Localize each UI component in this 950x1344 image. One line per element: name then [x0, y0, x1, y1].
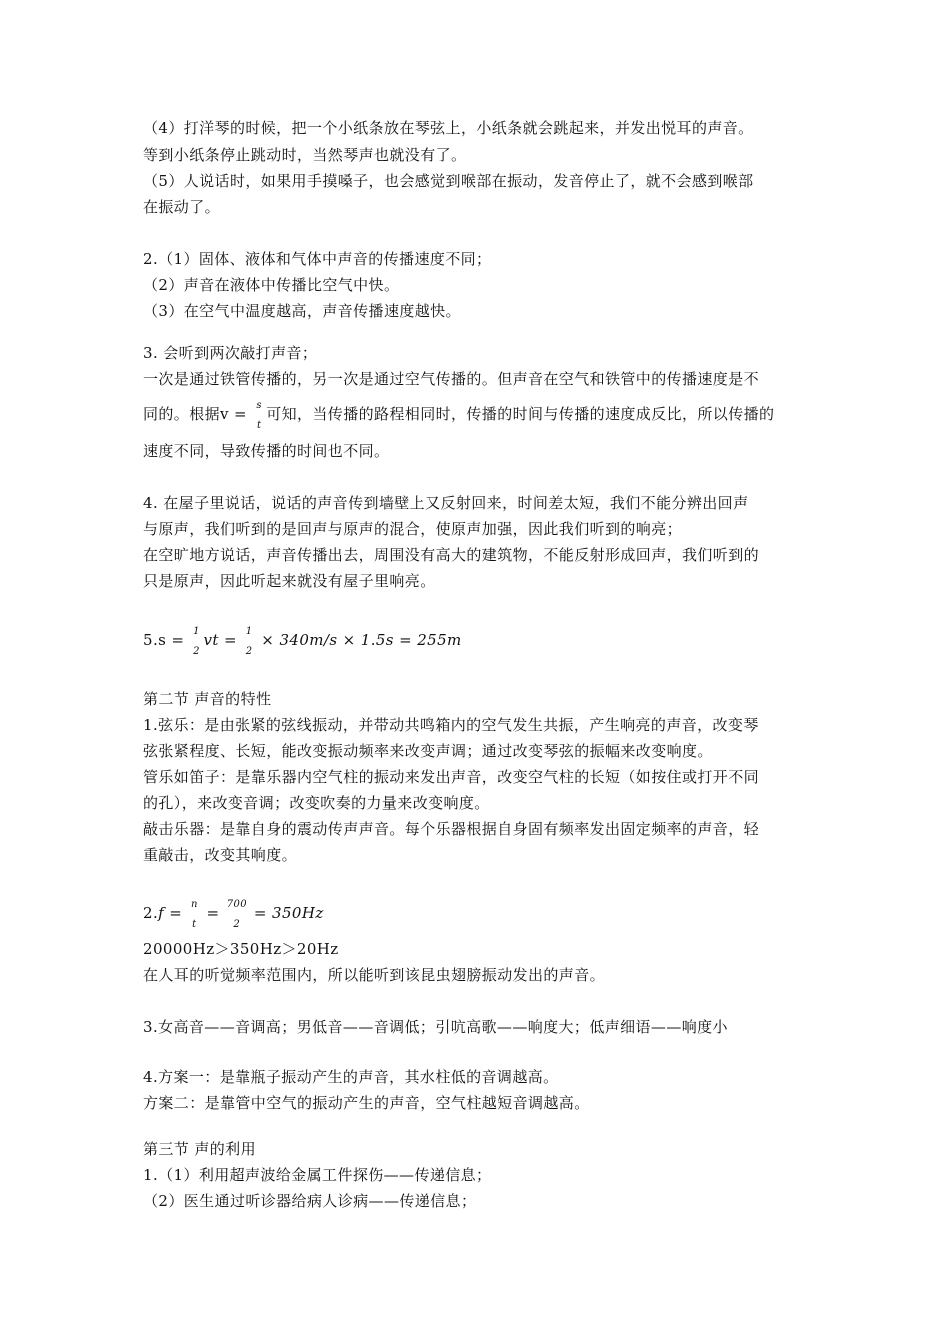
speed-formula-line	[143, 398, 774, 430]
text-line: 可知，当传播的路程相同时，传播的时间与传播的速度成反比，所以传播的	[266, 405, 775, 423]
fraction-700-over-2	[227, 898, 247, 930]
text-line: 敲击乐器：是靠自身的震动传声声音。每个乐器根据自身固有频率发出固定频率的声音，轻	[143, 820, 760, 838]
text-line: 方案二：是靠管中空气的振动产生的声音，空气柱越短音调越高。	[143, 1094, 590, 1112]
fraction-one-half	[192, 625, 202, 657]
fraction-denominator: 2	[193, 646, 200, 657]
text-line: 一次是通过铁管传播的，另一次是通过空气传播的。但声音在空气和铁管中的传播速度是不	[143, 370, 760, 388]
section-heading: 第二节 声音的特性	[143, 690, 272, 708]
text-line: 只是原声，因此听起来就没有屋子里响亮。	[143, 572, 436, 590]
text-line: 4. 在屋子里说话，说话的声音传到墙壁上又反射回来，时间差太短，我们不能分辨出回声	[143, 494, 749, 512]
text-line: （3）在空气中温度越高，声音传播速度越快。	[143, 302, 461, 320]
text-line: 的孔），来改变音调；改变吹奏的力量来改变响度。	[143, 794, 490, 812]
text-line: 1.（1）利用超声波给金属工件探伤——传递信息；	[143, 1166, 492, 1184]
fraction-numerator: 700	[226, 899, 247, 910]
text-line: 重敲击，改变其响度。	[143, 846, 298, 864]
text-line: （5）人说话时，如果用手摸嗓子，也会感觉到喉部在振动，发音停止了，就不会感到喉部	[143, 172, 754, 190]
formula-s: s =	[158, 631, 190, 649]
fraction-n-over-t	[189, 898, 199, 930]
fraction-one-half	[244, 625, 254, 657]
formula-rest: = 350Hz	[248, 904, 324, 922]
fraction-numerator: n	[190, 899, 198, 910]
text-line: 在人耳的听觉频率范围内，所以能听到该昆虫翅膀振动发出的声音。	[143, 966, 606, 984]
fraction-s-over-t	[254, 399, 264, 431]
fraction-denominator: 2	[233, 919, 241, 930]
text-line: 等到小纸条停止跳动时，当然琴声也就没有了。	[143, 146, 467, 164]
text-line: （4）打洋琴的时候，把一个小纸条放在琴弦上，小纸条就会跳起来，并发出悦耳的声音。	[143, 119, 754, 137]
fraction-denominator: 2	[245, 646, 253, 657]
text-line: 速度不同，导致传播的时间也不同。	[143, 442, 390, 460]
section-heading: 第三节 声的利用	[143, 1140, 256, 1158]
text-line: 弦张紧程度、长短，能改变振动频率来改变声调；通过改变琴弦的振幅来改变响度。	[143, 742, 713, 760]
text-line: 2.（1）固体、液体和气体中声音的传播速度不同；	[143, 250, 492, 268]
formula-lhs: v =	[220, 405, 253, 423]
text-line: 在空旷地方说话，声音传播出去，周围没有高大的建筑物，不能反射形成回声，我们听到的	[143, 546, 760, 564]
frequency-formula-line	[143, 897, 324, 929]
formula-prefix: 5.	[143, 631, 159, 649]
distance-formula-line	[143, 624, 462, 656]
formula-prefix: 2.	[143, 904, 159, 922]
text-line: 3. 会听到两次敲打声音；	[143, 344, 318, 362]
formula-prefix: 同的。根据	[143, 405, 221, 423]
formula-f: f =	[158, 904, 188, 922]
fraction-denominator: t	[256, 420, 262, 431]
text-line: （2）声音在液体中传播比空气中快。	[143, 276, 400, 294]
fraction-numerator: 1	[245, 626, 253, 637]
text-line: 4.方案一：是靠瓶子振动产生的声音，其水柱低的音调越高。	[143, 1068, 559, 1086]
formula-eq: =	[201, 904, 225, 922]
fraction-numerator: s	[256, 400, 262, 411]
formula-vt: vt =	[203, 631, 243, 649]
text-line: （2）医生通过听诊器给病人诊病——传递信息；	[143, 1192, 477, 1210]
text-line: 在振动了。	[143, 198, 221, 216]
text-line: 管乐如笛子：是靠乐器内空气柱的振动来发出声音，改变空气柱的长短（如按住或打开不同	[143, 768, 760, 786]
formula-rest: × 340m/s × 1.5s = 255m	[256, 631, 462, 649]
text-line: 3.女高音——音调高；男低音——音调低；引吭高歌——响度大；低声细语——响度小	[143, 1018, 728, 1036]
text-line: 1.弦乐：是由张紧的弦线振动，并带动共鸣箱内的空气发生共振，产生响亮的声音，改变琴	[143, 716, 759, 734]
fraction-numerator: 1	[193, 626, 200, 637]
fraction-denominator: t	[192, 919, 197, 930]
text-line: 20000Hz＞350Hz＞20Hz	[143, 940, 339, 958]
text-line: 与原声，我们听到的是回声与原声的混合，使原声加强，因此我们听到的响亮；	[143, 520, 683, 538]
